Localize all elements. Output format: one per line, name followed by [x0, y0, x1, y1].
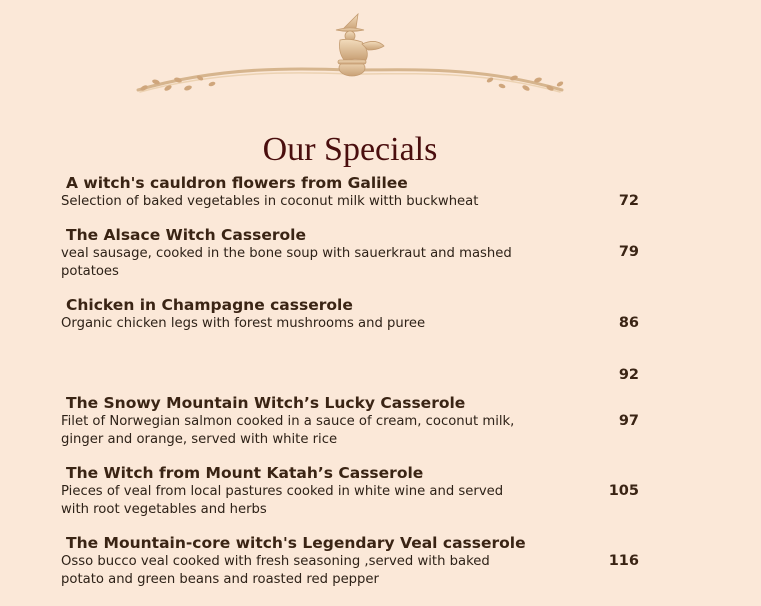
menu-item-description: veal sausage, cooked in the bone soup with sauerkraut and mashed potatoes: [61, 246, 512, 279]
menu-item-price: 72: [618, 193, 639, 209]
menu-item-price: 105: [608, 483, 639, 499]
menu-item-price: 79: [618, 244, 639, 260]
menu-item: [61, 463, 721, 523]
menu-item-description: Organic chicken legs with forest mushrooms and puree: [61, 316, 426, 331]
menu-item-description: Selection of baked vegetables in coconut milk witth buckwheat: [61, 194, 479, 209]
menu-item-price: 92: [618, 367, 639, 383]
menu-item-name: The Mountain-core witch's Legendary Veal casserole: [66, 534, 526, 552]
menu-item-price: 116: [608, 553, 639, 569]
menu-item: [61, 173, 721, 213]
menu-item-price: 97: [618, 413, 639, 429]
menu-item-name: The Alsace Witch Casserole: [66, 226, 306, 244]
menu-item-name: A witch's cauldron flowers from Galilee: [66, 174, 408, 192]
menu-item-description: Osso bucco veal cooked with fresh seasoning ,served with baked potato and green beans and roasted red pepper: [61, 554, 490, 587]
menu-item-name: The Witch from Mount Katah’s Casserole: [66, 464, 424, 482]
witch-cauldron-vine-icon: [130, 8, 570, 106]
menu-item-name: The Snowy Mountain Witch’s Lucky Casserole: [66, 394, 466, 412]
menu-item: [61, 295, 721, 335]
page-title: Our Specials: [262, 131, 438, 168]
menu-item-name: Chicken in Champagne casserole: [66, 296, 353, 314]
menu-item-price: 86: [618, 315, 639, 331]
menu-item: [61, 225, 721, 285]
menu-item-description: Pieces of veal from local pastures cooked in white wine and served with root vegetables and herbs: [61, 484, 504, 517]
menu-item: [61, 533, 721, 593]
menu-item: [61, 393, 721, 453]
menu-item: [61, 348, 721, 388]
menu-item-description: Filet of Norwegian salmon cooked in a sauce of cream, coconut milk, ginger and orange, served with white rice: [61, 414, 515, 447]
